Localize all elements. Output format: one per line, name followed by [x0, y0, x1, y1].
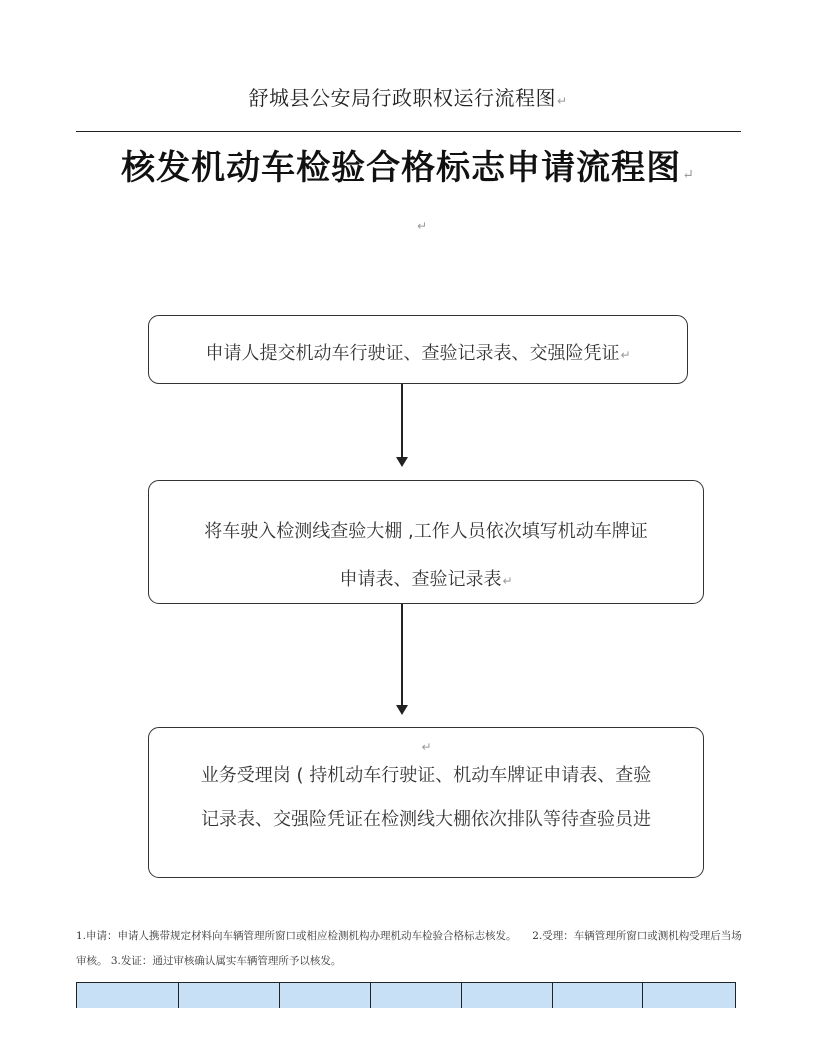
table-header-cell	[643, 983, 735, 1008]
flow-step-acceptance-line2: 记录表、交强险凭证在检测线大棚依次排队等待查验员进	[201, 809, 651, 830]
flow-step-submit-text: 申请人提交机动车行驶证、查验记录表、交强险凭证	[205, 343, 620, 364]
flow-step-inspection-line2-wrap	[149, 556, 703, 605]
paragraph-mark-icon: ↵	[502, 574, 513, 588]
agency-title-text: 舒城县公安局行政职权运行流程图	[248, 86, 556, 110]
flow-arrow-down	[401, 384, 403, 458]
flow-step-inspection-shed	[148, 480, 704, 604]
flow-step-acceptance-line1: 业务受理岗 ( 持机动车行驶证、机动车牌证申请表、查验	[200, 765, 652, 786]
paragraph-mark-icon: ↵	[620, 348, 631, 362]
paragraph-mark-icon: ↵	[682, 167, 695, 183]
agency-flowchart-heading	[0, 82, 816, 111]
info-table	[76, 982, 736, 1008]
table-header-cell	[179, 983, 281, 1008]
paragraph-mark-icon: ↵	[556, 94, 568, 108]
flow-step-business-acceptance	[148, 727, 704, 878]
flow-arrow-down	[401, 604, 403, 706]
paragraph-mark-icon: ↵	[417, 219, 428, 233]
paragraph-mark-icon: ↵	[421, 740, 432, 754]
table-header-cell	[553, 983, 644, 1008]
table-header-cell	[280, 983, 371, 1008]
table-header-cell	[462, 983, 553, 1008]
flow-step-inspection-line2: 申请表、查验记录表	[339, 569, 502, 590]
header-divider	[76, 131, 741, 132]
flow-step-submit	[148, 315, 688, 384]
process-notes: 1.申请：申请人携带规定材料向车辆管理所窗口或相应检测机构办理机动车检验合格标志核发。 2.受理：车辆管理所窗口或测机构受理后当场审核。 3.发证：通过审核确认属实车辆管理所予以核发。	[76, 930, 742, 967]
flow-step-inspection-line1: 将车驶入检测线查验大棚 ,工作人员依次填写机动车牌证	[204, 521, 648, 542]
table-header-cell	[77, 983, 179, 1008]
document-title	[0, 140, 816, 189]
document-title-text: 核发机动车检验合格标志申请流程图	[121, 148, 682, 188]
table-header-cell	[371, 983, 462, 1008]
